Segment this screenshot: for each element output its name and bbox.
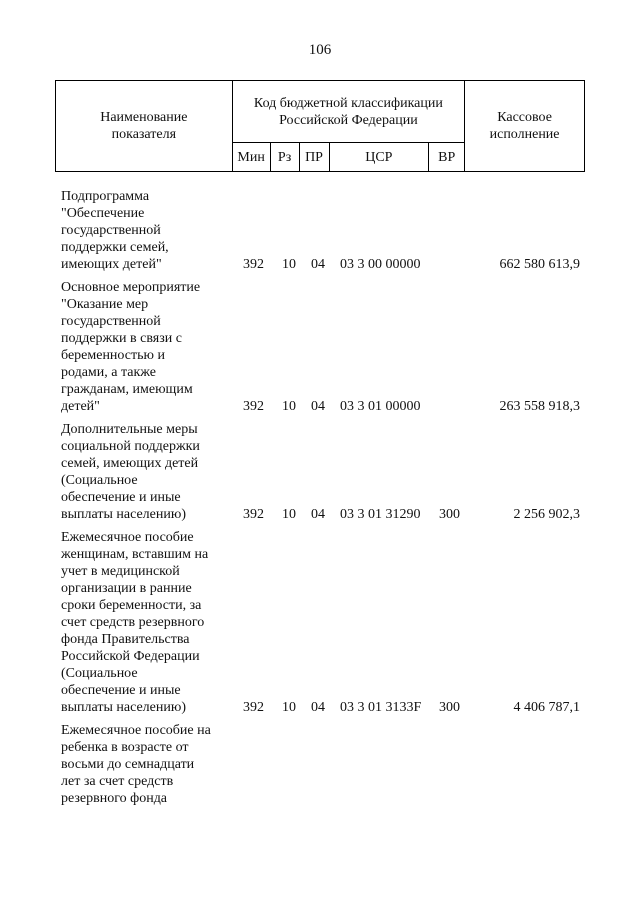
row-vr: 300 xyxy=(439,507,460,522)
header-name-line: показателя xyxy=(111,127,177,142)
header-cash-line: исполнение xyxy=(489,127,560,142)
row-name-line: резервного фонда xyxy=(61,791,168,806)
row-rz: 10 xyxy=(282,507,296,522)
row-vr: 300 xyxy=(439,700,460,715)
row-csr: 03 3 01 00000 xyxy=(340,399,421,414)
row-name-line: лет за счет средств xyxy=(61,774,174,789)
table-row xyxy=(55,421,585,523)
row-name-line: беременностью и xyxy=(61,348,165,363)
row-name-line: учет в медицинской xyxy=(61,564,180,579)
header-rz: Рз xyxy=(270,143,299,172)
row-name-line: выплаты населению) xyxy=(61,507,186,522)
header-name-cell xyxy=(56,81,233,172)
row-name-line: родами, а также xyxy=(61,365,157,380)
row-name-line: (Социальное xyxy=(61,666,138,681)
row-name-line: семей, имеющих детей xyxy=(61,456,199,471)
row-name-line: "Оказание мер xyxy=(61,297,149,312)
row-name-line: имеющих детей" xyxy=(61,257,162,272)
header-vr: ВР xyxy=(429,143,465,172)
row-min: 392 xyxy=(243,399,264,414)
row-name-line: обеспечение и иные xyxy=(61,490,181,505)
row-name xyxy=(55,529,241,716)
row-name-line: поддержки в связи с xyxy=(61,331,182,346)
row-min: 392 xyxy=(243,700,264,715)
header-csr: ЦСР xyxy=(329,143,429,172)
row-name-line: обеспечение и иные xyxy=(61,683,181,698)
header-code-line: Код бюджетной классификации xyxy=(253,95,443,111)
row-name-line: детей" xyxy=(61,399,100,414)
row-name-line: ребенка в возрасте от xyxy=(61,740,189,755)
table-body xyxy=(55,188,585,807)
row-name-line: "Обеспечение xyxy=(61,206,145,221)
row-pr: 04 xyxy=(311,700,325,715)
row-name-line: государственной xyxy=(61,223,161,238)
row-sum: 2 256 902,3 xyxy=(513,507,580,522)
header-code-cell xyxy=(232,81,464,143)
row-name-line: сроки беременности, за xyxy=(61,598,202,613)
row-name-line: Ежемесячное пособие на xyxy=(61,723,211,738)
row-csr: 03 3 01 3133F xyxy=(340,700,422,715)
row-name-line: государственной xyxy=(61,314,161,329)
row-name-line: гражданам, имеющим xyxy=(61,382,193,397)
row-name-line: фонда Правительства xyxy=(61,632,190,647)
row-name-line: (Социальное xyxy=(61,473,138,488)
row-name-line: Российской Федерации xyxy=(61,649,200,664)
row-min: 392 xyxy=(243,507,264,522)
row-name-line: Дополнительные меры xyxy=(61,422,198,437)
header-name-line: Наименование xyxy=(100,110,188,125)
row-csr: 03 3 00 00000 xyxy=(340,257,421,272)
header-min: Мин xyxy=(232,143,270,172)
row-name-line: Основное мероприятие xyxy=(61,280,201,295)
row-name xyxy=(55,279,241,415)
table-header xyxy=(55,80,585,172)
header-code-line: Российской Федерации xyxy=(279,112,418,128)
row-name-line: организации в ранние xyxy=(61,581,192,596)
row-name-line: женщинам, вставшим на xyxy=(61,547,209,562)
row-name xyxy=(55,188,241,273)
table-row xyxy=(55,279,585,415)
row-pr: 04 xyxy=(311,399,325,414)
row-pr: 04 xyxy=(311,257,325,272)
row-name-line: Ежемесячное пособие xyxy=(61,530,194,545)
row-name xyxy=(55,421,241,523)
table-row xyxy=(55,722,585,807)
row-name-line: восьми до семнадцати xyxy=(61,757,195,772)
row-csr: 03 3 01 31290 xyxy=(340,507,421,522)
row-rz: 10 xyxy=(282,257,296,272)
row-name-line: Подпрограмма xyxy=(61,189,150,204)
row-name-line: выплаты населению) xyxy=(61,700,186,715)
header-cash-line: Кассовое xyxy=(497,110,552,125)
row-rz: 10 xyxy=(282,399,296,414)
row-name xyxy=(55,722,241,807)
header-cash-cell xyxy=(465,81,585,172)
row-name-line: счет средств резервного xyxy=(61,615,205,630)
row-min: 392 xyxy=(243,257,264,272)
row-sum: 4 406 787,1 xyxy=(513,700,580,715)
page-number: 106 xyxy=(308,42,332,58)
row-name-line: поддержки семей, xyxy=(61,240,169,255)
row-name-line: социальной поддержки xyxy=(61,439,200,454)
row-rz: 10 xyxy=(282,700,296,715)
row-pr: 04 xyxy=(311,507,325,522)
row-sum: 263 558 918,3 xyxy=(499,399,580,414)
table-row xyxy=(55,188,585,273)
header-pr: ПР xyxy=(299,143,329,172)
row-sum: 662 580 613,9 xyxy=(499,257,580,272)
table-row xyxy=(55,529,585,716)
